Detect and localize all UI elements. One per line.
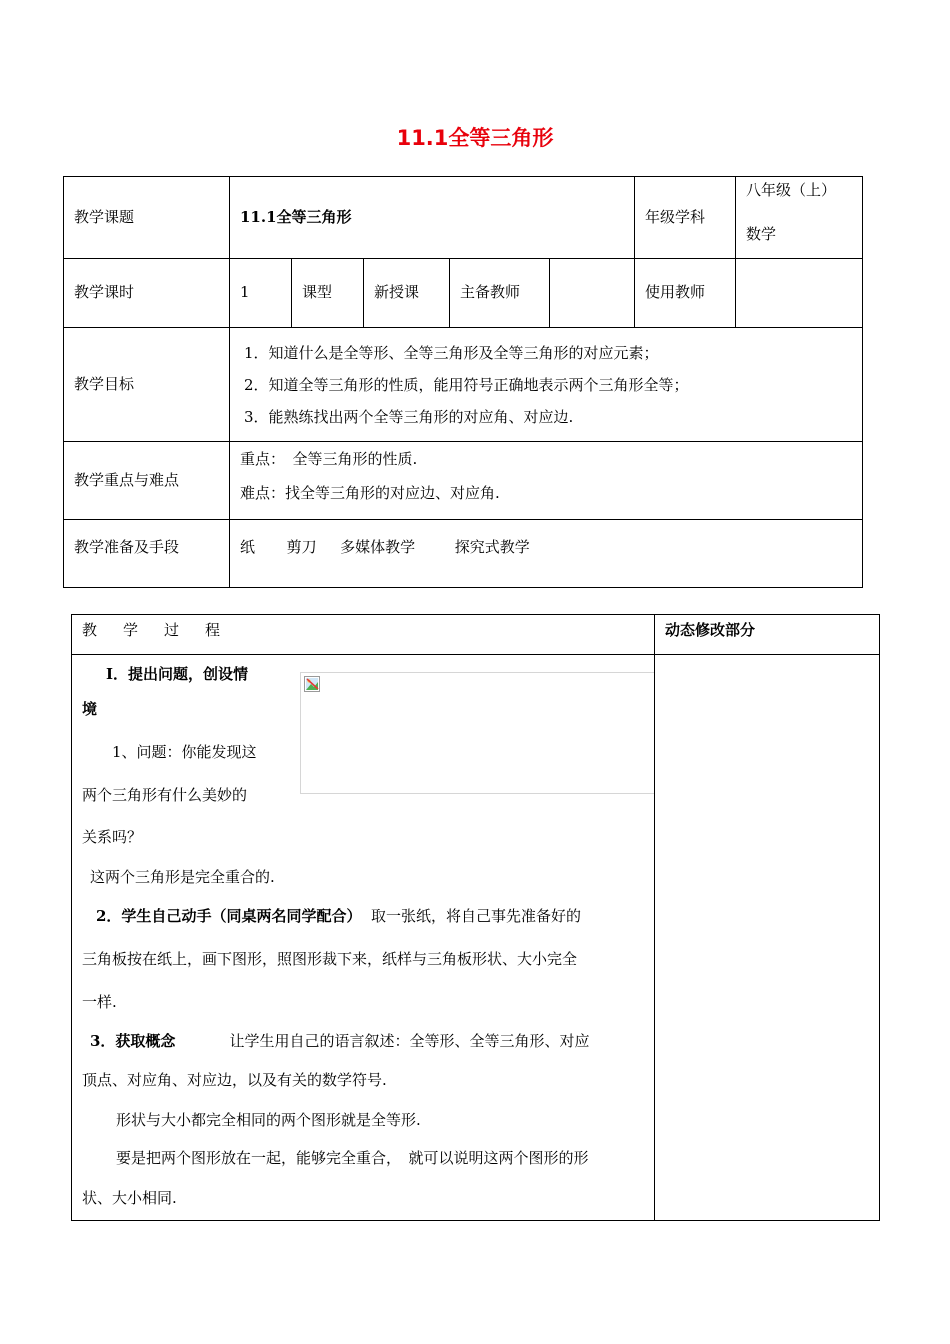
- definition-text: 形状与大小都完全相同的两个图形就是全等形.: [116, 1111, 421, 1129]
- question-line: 关系吗？: [82, 828, 143, 846]
- section-1-heading: Ⅰ．提出问题，创设情: [106, 665, 249, 683]
- grade-value: [736, 177, 863, 259]
- triangles-image-placeholder: [300, 672, 654, 794]
- hours-value: 1: [230, 259, 292, 328]
- preparation-label: 教学准备及手段: [64, 520, 230, 588]
- prep-item: 纸: [240, 538, 256, 556]
- topic-value: 11.1全等三角形: [230, 177, 635, 259]
- section-2-text: 一样.: [82, 993, 117, 1011]
- main-teacher-value: [550, 259, 635, 328]
- preparation-items: [230, 520, 863, 588]
- goal-item: 3．能熟练找出两个全等三角形的对应角、对应边.: [244, 407, 574, 426]
- header-char: 教: [82, 621, 98, 639]
- key-point: 重点： 全等三角形的性质.: [240, 450, 418, 468]
- row-hours: [64, 259, 863, 328]
- goal-item: 1．知道什么是全等形、全等三角形及全等三角形的对应元素；: [244, 343, 659, 362]
- header-char: 过: [164, 621, 180, 639]
- section-3-text: 顶点、对应角、对应边，以及有关的数学符号.: [82, 1071, 387, 1089]
- prep-item: 多媒体教学: [340, 538, 416, 556]
- section-1-heading-cont: 境: [82, 700, 98, 718]
- goals-label: 教学目标: [64, 328, 230, 442]
- section-2-line: [82, 895, 648, 937]
- section-2-text: 取一张纸，将自己事先准备好的: [371, 907, 582, 925]
- dynamic-edit-area: [655, 655, 880, 1221]
- question-line: 1、问题：你能发现这: [112, 743, 257, 761]
- lesson-info-table: [63, 176, 863, 588]
- answer-text: 这两个三角形是完全重合的.: [90, 868, 275, 886]
- process-header: [72, 615, 655, 655]
- goals-list: [230, 328, 863, 442]
- use-teacher-value: [736, 259, 863, 328]
- question-line: 两个三角形有什么美妙的: [82, 786, 248, 804]
- main-teacher-label: 主备教师: [450, 259, 550, 328]
- prep-item: 探究式教学: [454, 538, 530, 556]
- dynamic-edit-header: 动态修改部分: [655, 615, 880, 655]
- section-3-line: [82, 1023, 648, 1059]
- use-teacher-label: 使用教师: [635, 259, 736, 328]
- header-char: 程: [205, 621, 221, 639]
- section-3-text: 让学生用自己的语言叙述：全等形、全等三角形、对应: [229, 1032, 590, 1050]
- row-preparation: [64, 520, 863, 588]
- topic-label: 教学课题: [64, 177, 230, 259]
- hours-label: 教学课时: [64, 259, 230, 328]
- difficulty-point: 难点：找全等三角形的对应边、对应角.: [240, 484, 500, 502]
- section-2-text: 三角板按在纸上，画下图形，照图形裁下来，纸样与三角板形状、大小完全: [82, 950, 578, 968]
- document-title: 11.1全等三角形: [396, 126, 554, 150]
- explanation-text: 状、大小相同.: [82, 1189, 177, 1207]
- prep-item: 剪刀: [286, 538, 317, 556]
- key-points-value: [230, 442, 863, 520]
- header-char: 学: [123, 621, 139, 639]
- row-key-points: [64, 442, 863, 520]
- row-goals: [64, 328, 863, 442]
- grade-line-2: 数学: [746, 225, 777, 243]
- row-topic: [64, 177, 863, 259]
- grade-line-1: 八年级（上）: [746, 181, 837, 199]
- goal-item: 2．知道全等三角形的性质，能用符号正确地表示两个三角形全等；: [244, 375, 689, 394]
- grade-label: 年级学科: [635, 177, 736, 259]
- process-header-row: [72, 615, 880, 655]
- section-2-heading: 2．学生自己动手（同桌两名同学配合）: [96, 907, 362, 925]
- section-3-heading: 3．获取概念: [90, 1032, 176, 1050]
- type-value: 新授课: [364, 259, 450, 328]
- type-label: 课型: [292, 259, 364, 328]
- key-points-label: 教学重点与难点: [64, 442, 230, 520]
- broken-image-icon: [304, 676, 320, 692]
- explanation-text: 要是把两个图形放在一起，能够完全重合， 就可以说明这两个图形的形: [116, 1149, 589, 1167]
